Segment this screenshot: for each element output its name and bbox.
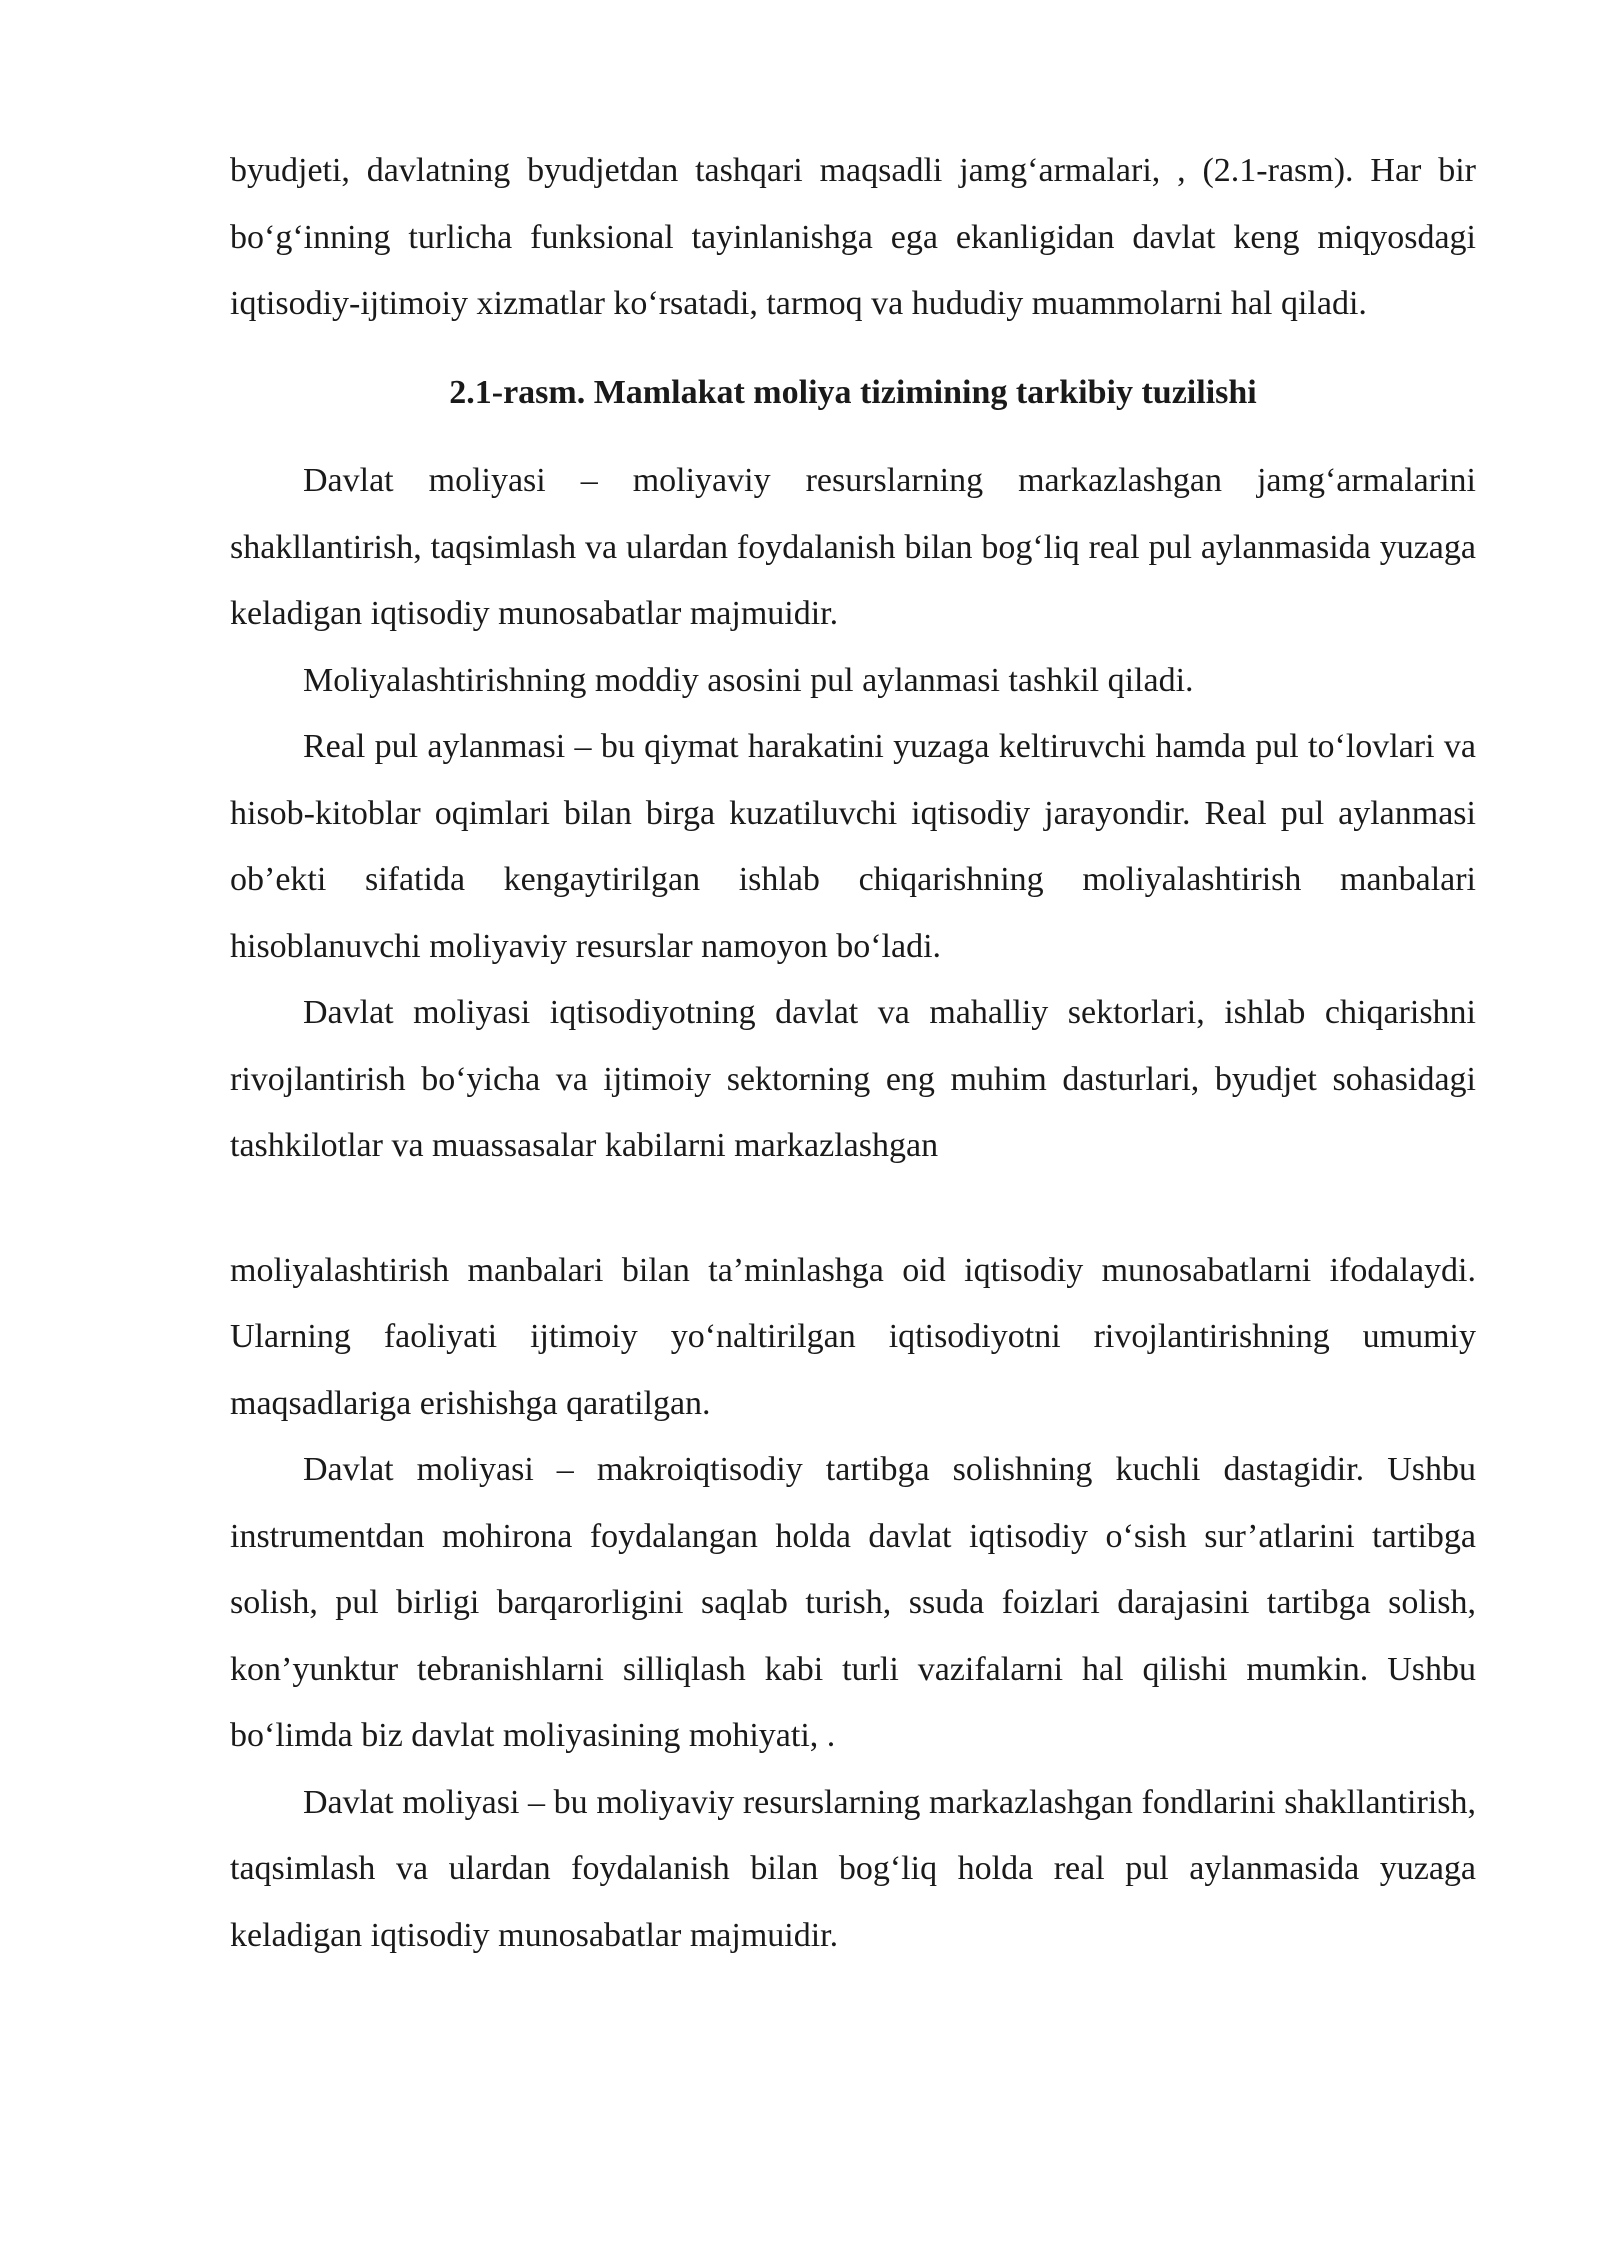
- paragraph-real-money-turnover: Real pul aylanmasi – bu qiymat harakatini yuzaga keltiruvchi hamda pul to‘lovlari va hisob-kitoblar oqimlari bilan birga kuzatiluvchi iqtisodiy jarayondir. Real pul aylanmasi ob’ekti sifatida kengaytirilgan ishlab chiqarishning moliyalashtirish manbalari hisoblanuvchi moliyaviy resurslar namoyon bo‘ladi.: [230, 728, 1476, 965]
- paragraph-continuation: moliyalashtirish manbalari bilan ta’minlashga oid iqtisodiy munosabatlarni ifodalaydi. Ularning faoliyati ijtimoiy yo‘naltirilgan iqtisodiyotni rivojlantirishning umumiy maqsadlariga erishishga qaratilgan.: [230, 1251, 1476, 1422]
- paragraph-intro: byudjeti, davlatning byudjetdan tashqari maqsadli jamg‘armalari, , (2.1-rasm). Har bir bo‘g‘inning turlicha funksional tayinlanishga ega ekanligidan davlat keng miqyosdagi iqtisodiy-ijtimoiy xizmatlar ko‘rsatadi, tarmoq va hududiy muammolarni hal qiladi.: [230, 152, 1476, 322]
- paragraph-definition: Davlat moliyasi – moliyaviy resurslarning markazlashgan jamg‘armalarini shakllantirish, taqsimlash va ulardan foydalanish bilan bog‘liq real pul aylanmasida yuzaga keladigan iqtisodiy munosabatlar majmuidir.: [230, 462, 1476, 632]
- paragraph-state-finance-definition: Davlat moliyasi – bu moliyaviy resurslarning markazlashgan fondlarini shakllantirish, taqsimlash va ulardan foydalanish bilan bog‘liq holda real pul aylanmasida yuzaga keladigan iqtisodiy munosabatlar majmuidir.: [230, 1783, 1476, 1954]
- figure-caption: 2.1-rasm. Mamlakat moliya tizimining tarkibiy tuzilishi: [449, 373, 1257, 411]
- paragraph-state-finance-sectors: Davlat moliyasi iqtisodiyotning davlat va mahalliy sektorlari, ishlab chiqarishni rivojlantirish bo‘yicha va ijtimoiy sektorning eng muhim dasturlari, byudjet sohasidagi tashkilotlar va muassasalar kabilarni markazlashgan: [230, 994, 1476, 1164]
- document-page: [230, 138, 1476, 1969]
- paragraph-material-basis: Moliyalashtirishning moddiy asosini pul aylanmasi tashkil qiladi.: [303, 661, 1194, 699]
- paragraph-macro-regulation: Davlat moliyasi – makroiqtisodiy tartibga solishning kuchli dastagidir. Ushbu instrumentdan mohirona foydalangan holda davlat iqtisodiy o‘sish sur’atlarini tartibga solish, pul birligi barqarorligini saqlab turish, ssuda foizlari darajasini tartibga solish, kon’yunktur tebranishlarni silliqlash kabi turli vazifalarni hal qilishi mumkin. Ushbu bo‘limda biz davlat moliyasining mohiyati, .: [230, 1451, 1476, 1754]
- page-break-gap: [230, 1180, 1476, 1238]
